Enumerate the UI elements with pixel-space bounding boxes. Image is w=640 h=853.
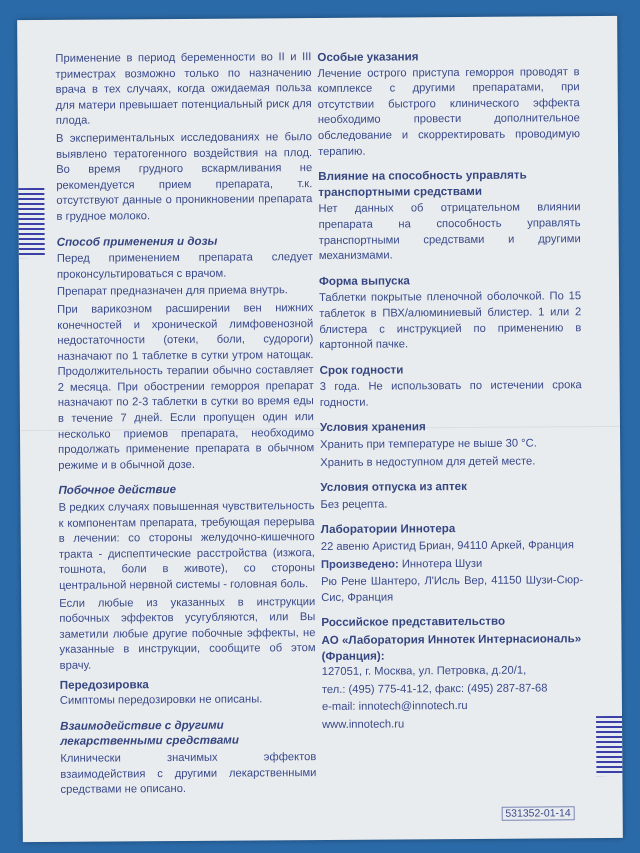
made-heading: Произведено: xyxy=(320,558,399,571)
storage-text-1: Хранить при температуре не выше 30 °С. xyxy=(320,437,537,452)
representative-address: 127051, г. Москва, ул. Петровка, д.20/1, xyxy=(321,664,527,679)
dose-text-1: Перед применением препарата следует проконсультироваться с врачом. xyxy=(56,251,313,281)
lab-address: 22 авеню Аристид Бриан, 94110 Аркей, Франция xyxy=(320,539,574,554)
representative-phone: тел.: (495) 775-41-12, факс: (495) 287-87-68 xyxy=(321,682,548,696)
driving-heading: Влияние на способность управлять транспортными средствами xyxy=(318,168,527,199)
side-effects-text-1: В редких случаях повышенная чувствительность к компонентам препарата, требующая перерыва в лечении: со стороны желудочно-кишечного тракта - диспептические расстройства (изжога, тошнота, боли в животе), со стороны центральной нервной системы - головная боль. xyxy=(58,500,316,592)
instruction-leaflet xyxy=(17,16,623,842)
made-line xyxy=(321,556,583,573)
form-text: Таблетки покрытые пленочной оболочкой. По 15 таблеток в ПВХ/алюминиевый блистер. 1 или 2 блистера с инструкцией по применению в картонной пачке. xyxy=(319,290,582,352)
interaction-text: Клинически значимых эффектов взаимодействия с другими лекарственными средствами не описано. xyxy=(60,750,317,796)
dose-heading: Способ применения и дозы xyxy=(56,234,218,249)
side-effects-text-2: Если любые из указанных в инструкции побочных эффектов усугубляются, или Вы заметили любые другие побочные эффекты, не указанные в инструкции, сообщите об этом врачу. xyxy=(59,595,316,672)
dose-text-3: При варикозном расширении вен нижних конечностей и хронической лимфовенозной недостаточности (отеки, боли, судороги) назначают по 1 таблетке в сутки утром натощак. Продолжительность терапии обычно составляет 2 месяца. При обострении геморроя препарат назначают по 2-3 таблетки в сутки во время еды в течение 7 дней. Если пропущен один или несколько приемов препарата, необходимо продолжать применение препарата в обычном режиме и в обычной дозе. xyxy=(57,301,315,472)
left-column xyxy=(55,50,316,800)
document-code: 531352-01-14 xyxy=(501,806,574,821)
made-name: Иннотера Шузи xyxy=(398,557,483,571)
interaction-heading: Взаимодействие с другими лекарственными средствами xyxy=(60,718,239,749)
experimental-text: В экспериментальных исследованиях не было выявлено тератогенного воздействия на плод. Во время грудного вскармливания не рекомендуется прием препарата, т.к. отсутствуют данные о проникновении препарата в грудное молоко. xyxy=(55,131,313,223)
made-address: Рю Рене Шантеро, Л'Исль Вер, 41150 Шузи-Сюр-Сис, Франция xyxy=(321,574,584,604)
form-heading: Форма выпуска xyxy=(318,274,410,288)
special-text: Лечение острого приступа геморроя проводят в комплексе с другими препаратами, при отсутствии быстрого клинического эффекта необходимо провести дополнительное обследование и скорректировать проводимую терапию. xyxy=(317,65,580,158)
left-barcode-mark xyxy=(18,188,44,258)
overdose-text: Симптомы передозировки не описаны. xyxy=(59,693,263,707)
storage-text-2: Хранить в недоступном для детей месте. xyxy=(320,455,536,469)
lab-heading: Лаборатории Иннотера xyxy=(320,522,456,537)
shelf-life-text: 3 года. Не использовать по истечении срока годности. xyxy=(319,379,582,409)
right-column xyxy=(317,48,584,735)
representative-website: www.innotech.ru xyxy=(322,718,405,731)
driving-text: Нет данных об отрицательном влиянии препарата на способность управлять транспортными средствами и другими механизмами. xyxy=(318,201,581,263)
dispense-text: Без рецепта. xyxy=(320,498,388,511)
right-barcode-mark xyxy=(596,716,622,776)
overdose-heading: Передозировка xyxy=(59,677,149,692)
representative-heading: Российское представительство xyxy=(321,615,506,630)
dose-text-2: Препарат предназначен для приема внутрь. xyxy=(56,284,288,299)
side-effects-heading: Побочное действие xyxy=(58,483,177,498)
pregnancy-text: Применение в период беременности во II и III триместрах возможно только по назначению врача в тех случаях, когда ожидаемая польза для матери превышает потенциальный риск для плода. xyxy=(55,51,312,128)
representative-name: АО «Лаборатория Иннотек Интернасиональ» (Франция): xyxy=(321,632,582,663)
representative-email: e-mail: innotech@innotech.ru xyxy=(321,700,468,714)
storage-heading: Условия хранения xyxy=(319,420,426,435)
special-heading: Особые указания xyxy=(317,50,419,65)
dispense-heading: Условия отпуска из аптек xyxy=(320,480,467,495)
shelf-life-heading: Срок годности xyxy=(319,363,404,377)
